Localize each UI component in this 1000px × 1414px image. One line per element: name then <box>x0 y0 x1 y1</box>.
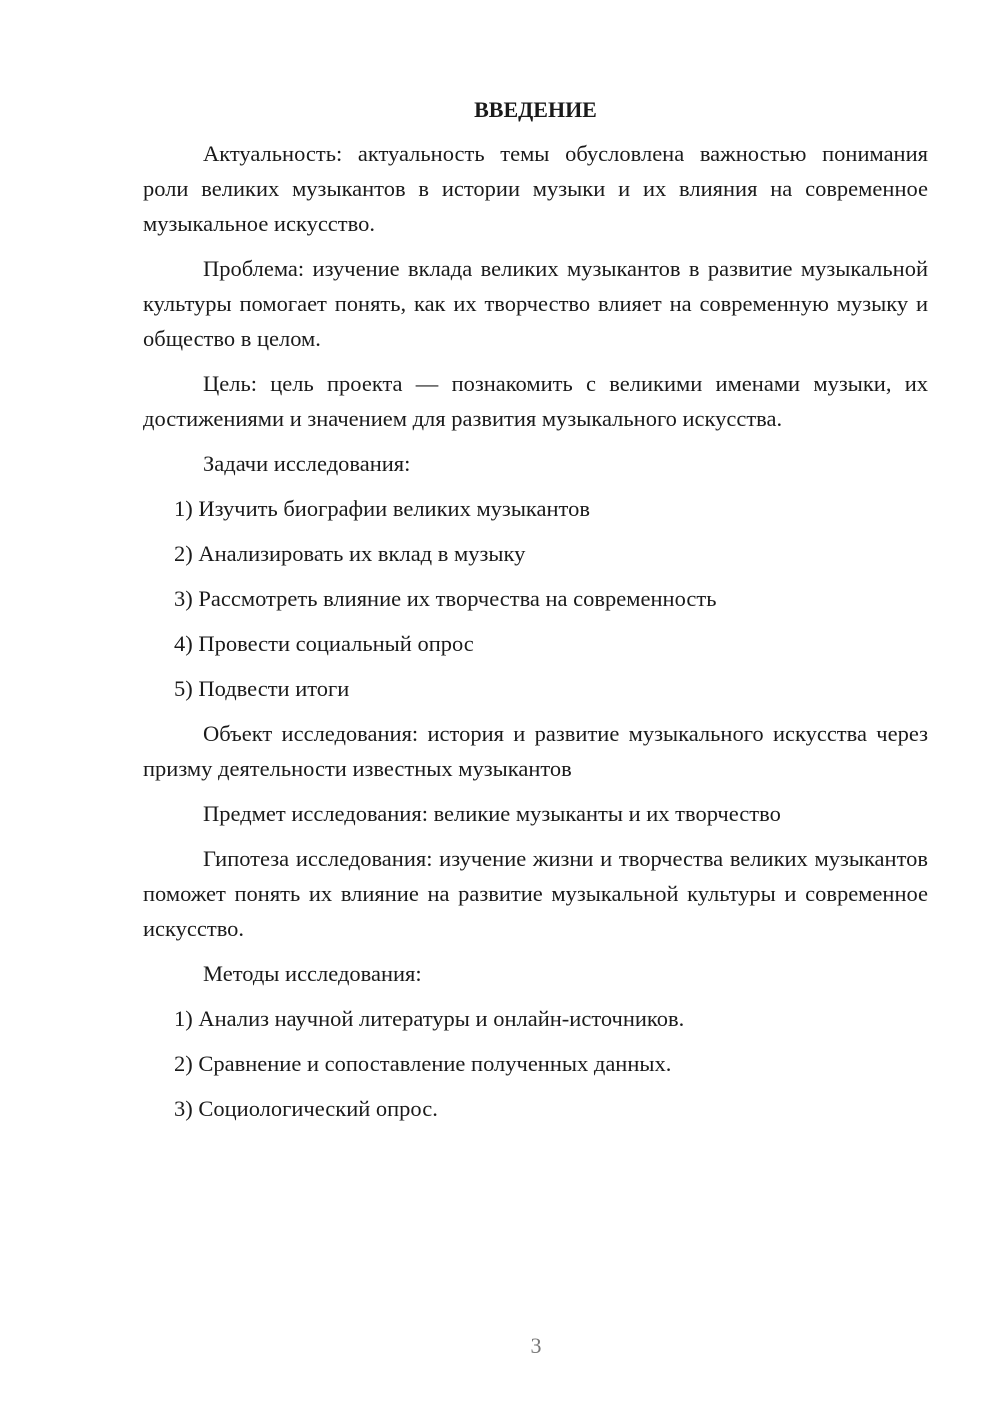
object-paragraph: Объект исследования: история и развитие музыкального искусства через призму деятельности известных музыкантов <box>143 721 928 781</box>
list-item: 4) Провести социальный опрос <box>174 631 474 656</box>
methods-heading: Методы исследования: <box>203 961 422 986</box>
problem-paragraph: Проблема: изучение вклада великих музыкантов в развитие музыкальной культуры помогает понять, как их творчество влияет на современную музыку и общество в целом. <box>143 256 928 351</box>
list-item: 2) Сравнение и сопоставление полученных данных. <box>174 1051 672 1076</box>
subject-paragraph: Предмет исследования: великие музыканты и их творчество <box>203 801 781 826</box>
goal-paragraph: Цель: цель проекта — познакомить с великими именами музыки, их достижениями и значением для развития музыкального искусства. <box>143 371 928 431</box>
list-item: 3) Социологический опрос. <box>174 1096 438 1121</box>
list-item: 1) Анализ научной литературы и онлайн-источников. <box>174 1006 685 1031</box>
list-item: 5) Подвести итоги <box>174 676 350 701</box>
tasks-list <box>143 491 928 706</box>
tasks-heading: Задачи исследования: <box>203 451 411 476</box>
relevance-paragraph: Актуальность: актуальность темы обусловлена важностью понимания роли великих музыкантов в истории музыки и их влияния на современное музыкальное искусство. <box>143 141 928 236</box>
list-item: 2) Анализировать их вклад в музыку <box>174 541 526 566</box>
hypothesis-paragraph: Гипотеза исследования: изучение жизни и творчества великих музыкантов поможет понять их влияние на развитие музыкальной культуры и современное искусство. <box>143 846 928 941</box>
methods-list <box>143 1001 928 1126</box>
list-item: 1) Изучить биографии великих музыкантов <box>174 496 590 521</box>
section-title: ВВЕДЕНИЕ <box>474 97 597 122</box>
list-item: 3) Рассмотреть влияние их творчества на современность <box>174 586 717 611</box>
page-number: 3 <box>530 1333 542 1358</box>
page-content <box>143 92 928 1136</box>
